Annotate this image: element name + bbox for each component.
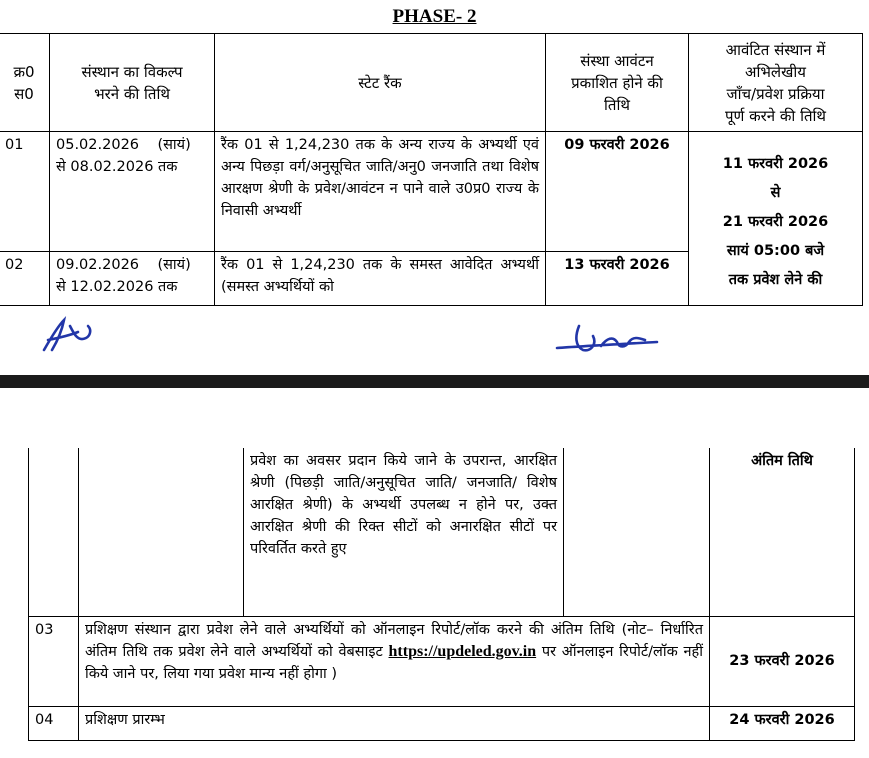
serial-cell: 01 [0,132,50,252]
serial-cell: 04 [29,706,79,740]
serial-cell [29,448,79,616]
state-rank-continuation-cell: प्रवेश का अवसर प्रदान किये जाने के उपरान्त, आरक्षित श्रेणी (पिछड़ी जाति/अनुसूचित जाति/ जनजाति/ विशेष आरक्षित श्रेणी) के अभ्यर्थी उपलब्ध न होने पर, उक्त आरक्षित श्रेणी की रिक्त सीटों को अनारक्षित सीटों पर परिवर्तित करते हुए [244,448,564,616]
choice-date-cell: 09.02.2026 (सायं) से 12.02.2026 तक [50,252,215,306]
training-start-cell: प्रशिक्षण प्रारम्भ [79,706,710,740]
page-separator [0,375,869,388]
online-report-text-cell: प्रशिक्षण संस्थान द्वारा प्रवेश लेने वाले अभ्यर्थियों को ऑनलाइन रिपोर्ट/लॉक करने की अंतिम तिथि (नोट– निर्धारित अंतिम तिथि तक प्रवेश लेने वाले अभ्यर्थियों को वेबसाइट https://updeled.gov.in पर ऑनलाइन रिपोर्ट/लॉक नहीं किये जाने पर, लिया गया प्रवेश मान्य नहीं होगा ) [79,616,710,706]
verification-date-cell: 11 फरवरी 2026 से 21 फरवरी 2026 सायं 05:00 बजे तक प्रवेश लेने की [689,132,863,306]
header-serial: क्र0 स0 [0,34,50,132]
header-allotment-date: संस्था आवंटन प्रकाशित होने की तिथि [546,34,689,132]
schedule-table-phase2 [0,33,863,306]
table-row [0,132,863,252]
schedule-table-continued [28,448,855,741]
verification-date-continuation-cell: अंतिम तिथि [710,448,855,616]
allotment-date-cell [564,448,710,616]
table-header-row [0,34,863,132]
document-page-1 [0,0,869,375]
state-rank-cell: रैंक 01 से 1,24,230 तक के अन्य राज्य के अभ्यर्थी एवं अन्य पिछड़ा वर्ग/अनुसूचित जाति/अनु0 जनजाति तथा विशेष आरक्षण श्रेणी के प्रवेश/आवंटन न पाने वाले उ0प्र0 राज्य के निवासी अभ्यर्थी [215,132,546,252]
date-cell: 23 फरवरी 2026 [710,616,855,706]
allotment-date-cell: 13 फरवरी 2026 [546,252,689,306]
serial-cell: 03 [29,616,79,706]
website-link[interactable]: https://updeled.gov.in [388,642,537,660]
table-row [29,706,855,740]
serial-cell: 02 [0,252,50,306]
choice-date-cell: 05.02.2026 (सायं) से 08.02.2026 तक [50,132,215,252]
table-row [29,616,855,706]
phase-title: PHASE- 2 [392,6,477,27]
signature-right-icon [553,318,663,358]
choice-date-cell [79,448,244,616]
header-verification-date: आवंटित संस्थान में अभिलेखीय जाँच/प्रवेश प्रक्रिया पूर्ण करने की तिथि [689,34,863,132]
date-cell: 24 फरवरी 2026 [710,706,855,740]
allotment-date-cell: 09 फरवरी 2026 [546,132,689,252]
signature-left-icon [38,316,98,356]
table-row [29,448,855,616]
header-state-rank: स्टेट रैंक [215,34,546,132]
header-choice-date: संस्थान का विकल्प भरने की तिथि [50,34,215,132]
state-rank-cell: रैंक 01 से 1,24,230 तक के समस्त आवेदित अभ्यर्थी (समस्त अभ्यर्थियों को [215,252,546,306]
